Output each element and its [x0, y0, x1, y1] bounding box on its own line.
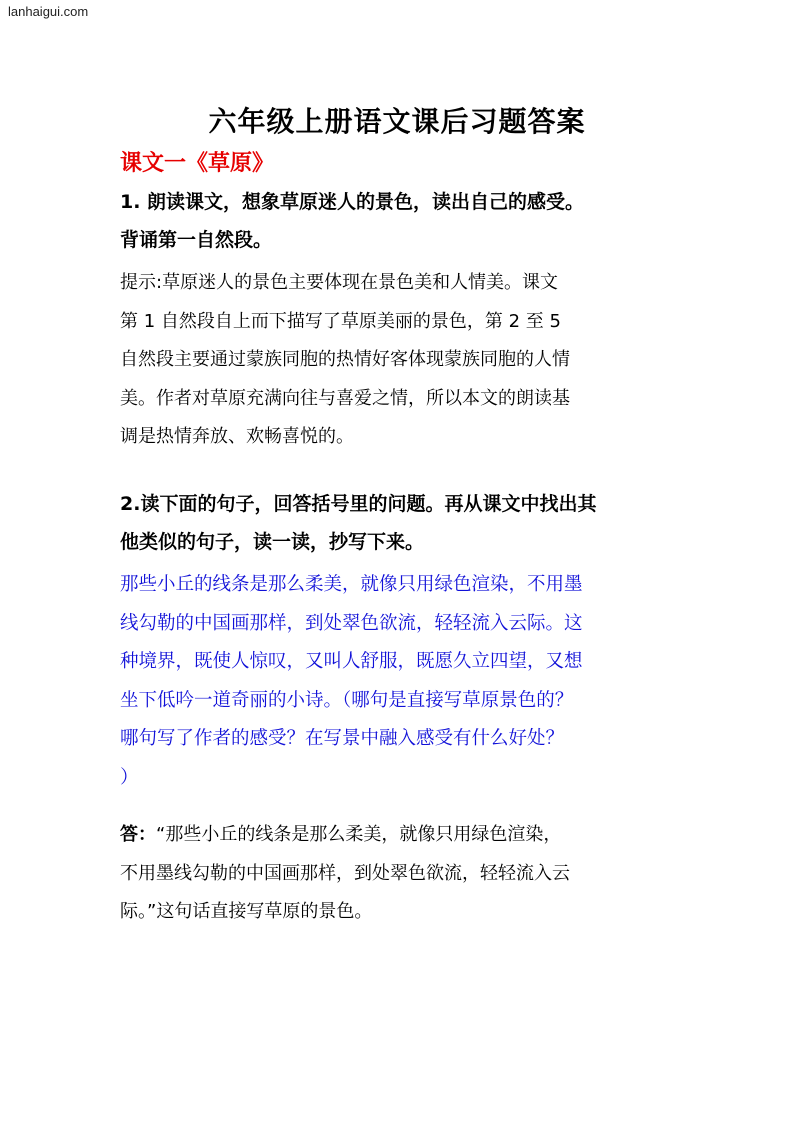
- quote-line: ）: [120, 766, 139, 788]
- quote-line: 坐下低吟一道奇丽的小诗。（哪句是直接写草原景色的？: [120, 689, 574, 711]
- lesson-title: 课文一《草原》: [120, 151, 275, 176]
- hint-line: 第 1 自然段自上而下描写了草原美丽的景色，第 2 至 5: [120, 310, 561, 332]
- quote-line: 那些小丘的线条是那么柔美，就像只用绿色渲染，不用墨: [120, 574, 583, 595]
- quote-line: 哪句写了作者的感受？在写景中融入感受有什么好处？: [120, 728, 565, 750]
- answer-first-line: [120, 816, 680, 855]
- page-title: 六年级上册语文课后习题答案: [208, 105, 586, 138]
- hint-line: 美。作者对草原充满向往与喜爱之情，所以本文的朗读基: [120, 387, 570, 409]
- question-1: [120, 183, 680, 259]
- answer-paragraph: [120, 816, 680, 932]
- question-2: [120, 485, 680, 561]
- quote-line: 线勾勒的中国画那样，到处翠色欲流，轻轻流入云际。这: [120, 612, 583, 634]
- answer-label: 答：: [120, 824, 156, 845]
- site-watermark: lanhaigui.com: [8, 4, 89, 19]
- answer-text: “那些小丘的线条是那么柔美，就像只用绿色渲染，: [156, 824, 562, 845]
- answer-line: 际。”这句话直接写草原的景色。: [120, 901, 373, 922]
- hint-line: 提示:草原迷人的景色主要体现在景色美和人情美。课文: [120, 272, 559, 293]
- question-2-line: 他类似的句子，读一读，抄写下来。: [120, 531, 425, 553]
- question-2-line: 2.读下面的句子，回答括号里的问题。再从课文中找出其: [120, 493, 597, 515]
- quoted-passage: [120, 566, 680, 798]
- question-1-line: 1. 朗读课文，想象草原迷人的景色，读出自己的感受。: [120, 191, 585, 213]
- hint-paragraph: [120, 264, 680, 457]
- question-1-line: 背诵第一自然段。: [120, 229, 273, 251]
- answer-line: 不用墨线勾勒的中国画那样，到处翠色欲流，轻轻流入云: [120, 862, 570, 884]
- hint-line: 自然段主要通过蒙族同胞的热情好客体现蒙族同胞的人情: [120, 349, 570, 370]
- quote-line: 种境界，既使人惊叹，又叫人舒服，既愿久立四望，又想: [120, 651, 583, 673]
- hint-line: 调是热情奔放、欢畅喜悦的。: [120, 426, 354, 447]
